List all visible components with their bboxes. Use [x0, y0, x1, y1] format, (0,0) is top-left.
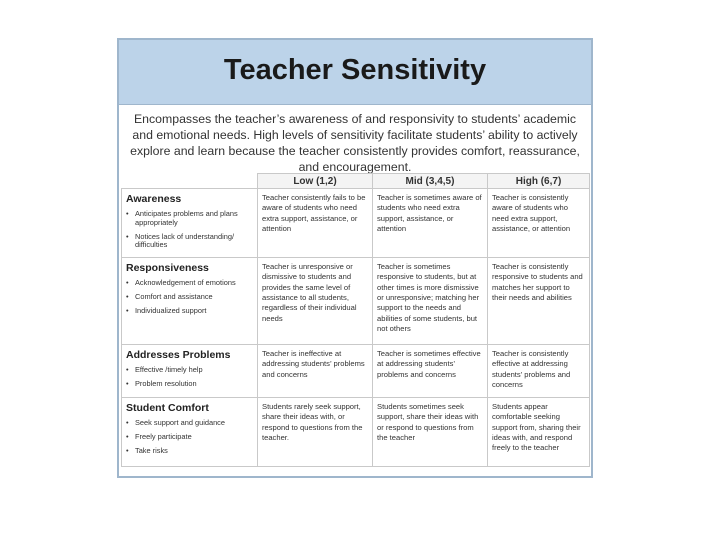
low-cell: Teacher is unresponsive or dismissive to students and provides the same level of assistance to all students, regardless of their individual needs [258, 258, 373, 345]
bullet-icon: • [126, 365, 129, 375]
header-high: High (6,7) [488, 174, 590, 189]
low-cell: Students rarely seek support, share their ideas with, or respond to questions from the teacher. [258, 398, 373, 467]
header-mid: Mid (3,4,5) [373, 174, 488, 189]
indicator-text: Notices lack of understanding/ difficulties [135, 231, 235, 250]
header-blank-cell [122, 174, 258, 189]
dimension-description: Encompasses the teacher’s awareness of and responsivity to students’ academic and emotional needs. High levels of sensitivity facilitate students’ ability to actively explore and learn because the teacher consistently provides comfort, reassurance, and encouragement. [130, 112, 580, 174]
dimension-cell-addresses-problems [122, 345, 258, 398]
rubric-card [117, 38, 593, 478]
indicator-text: Take risks [135, 445, 168, 455]
indicator [126, 210, 253, 228]
indicator [126, 447, 253, 456]
low-cell: Teacher consistently fails to be aware of students who need extra support, assistance, or attention [258, 189, 373, 258]
indicator-text: Problem resolution [135, 378, 197, 388]
indicator-text: Seek support and guidance [135, 418, 225, 428]
bullet-icon: • [126, 378, 129, 388]
indicator [126, 419, 253, 428]
dimension-cell-responsiveness [122, 258, 258, 345]
header-low: Low (1,2) [258, 174, 373, 189]
bullet-icon: • [126, 431, 129, 441]
table-row [122, 398, 590, 467]
low-cell: Teacher is ineffective at addressing students’ problems and concerns [258, 345, 373, 398]
indicator-text: Acknowledgement of emotions [135, 278, 236, 288]
indicator-text: Freely participate [135, 431, 192, 441]
indicator [126, 233, 253, 251]
bullet-icon: • [126, 291, 129, 301]
indicator [126, 380, 253, 389]
title-band [119, 40, 591, 105]
bullet-icon: • [126, 418, 129, 428]
indicator [126, 293, 253, 302]
high-cell: Teacher is consistently aware of students who need extra support, assistance, or attention [488, 189, 590, 258]
table-row [122, 189, 590, 258]
bullet-icon: • [126, 231, 129, 241]
mid-cell: Students sometimes seek support, share their ideas with or respond to questions from the teacher [373, 398, 488, 467]
dimension-name: Responsiveness [126, 262, 209, 275]
bullet-icon: • [126, 305, 129, 315]
high-cell: Teacher is consistently responsive to students and matches her support to their needs and abilities [488, 258, 590, 345]
table-row [122, 345, 590, 398]
indicator [126, 366, 253, 375]
mid-cell: Teacher is sometimes effective at addressing students’ problems and concerns [373, 345, 488, 398]
indicator [126, 279, 253, 288]
table-row [122, 258, 590, 345]
dimension-name: Student Comfort [126, 402, 209, 415]
dimension-name: Awareness [126, 193, 182, 205]
header-row [122, 174, 590, 189]
indicator [126, 433, 253, 442]
mid-cell: Teacher is sometimes aware of students who need extra support, assistance, or attention [373, 189, 488, 258]
rubric-table [121, 173, 590, 467]
mid-cell: Teacher is sometimes responsive to students, but at other times is more dismissive or unresponsive; matching her support to the needs and abilities of some students, but not others [373, 258, 488, 345]
high-cell: Students appear comfortable seeking support from, sharing their ideas with, and respond freely to the teacher [488, 398, 590, 467]
bullet-icon: • [126, 445, 129, 455]
page-title: Teacher Sensitivity [223, 54, 487, 86]
dimension-cell-student-comfort [122, 398, 258, 467]
bullet-icon: • [126, 278, 129, 288]
high-cell: Teacher is consistently effective at addressing students’ problems and concerns [488, 345, 590, 398]
indicator-text: Comfort and assistance [135, 291, 213, 301]
indicator [126, 307, 253, 316]
dimension-name: Addresses Problems [126, 349, 231, 362]
bullet-icon: • [126, 209, 129, 218]
dimension-cell-awareness [122, 189, 258, 258]
indicator-text: Anticipates problems and plans appropriately [135, 209, 238, 227]
indicator-text: Individualized support [135, 305, 207, 315]
indicator-text: Effective /timely help [135, 365, 203, 375]
